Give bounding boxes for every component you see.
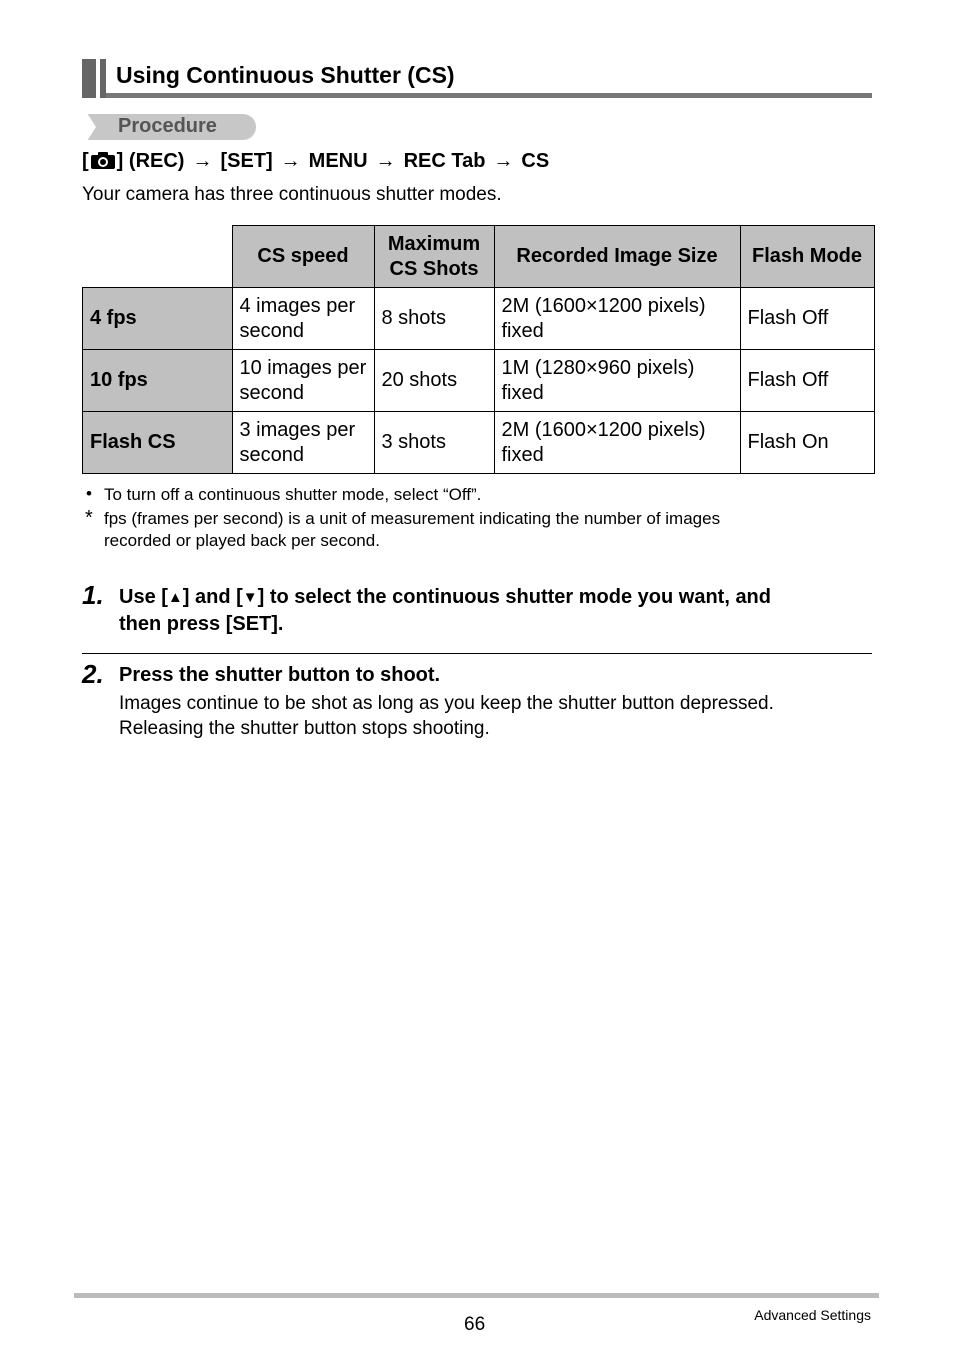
cell-cs-speed: 3 images per second bbox=[232, 412, 374, 474]
intro-text: Your camera has three continuous shutter modes. bbox=[82, 184, 502, 205]
up-triangle-icon: ▲ bbox=[167, 589, 183, 606]
arrow-right-icon: → bbox=[280, 150, 301, 172]
table-corner-cell bbox=[83, 226, 233, 288]
cell-flash-mode: Flash Off bbox=[740, 350, 874, 412]
header-flash-mode: Flash Mode bbox=[740, 226, 874, 288]
asterisk-mark: * bbox=[85, 507, 93, 529]
path-step-set: [SET] bbox=[220, 150, 273, 172]
procedure-label-pill bbox=[82, 114, 256, 140]
cell-max-shots: 3 shots bbox=[374, 412, 494, 474]
table-row bbox=[83, 350, 875, 412]
table-row bbox=[83, 412, 875, 474]
path-step-rec-tab: REC Tab bbox=[403, 150, 486, 172]
cell-flash-mode: Flash On bbox=[740, 412, 874, 474]
step-2-title: Press the shutter button to shoot. bbox=[119, 664, 441, 686]
section-header bbox=[82, 59, 872, 98]
note-footnote-text: fps (frames per second) is a unit of measurement indicating the number of images recorded or played back per second. bbox=[104, 509, 721, 550]
camera-icon bbox=[91, 151, 115, 169]
step-1-text: Use [▲] and [▼] to select the continuous shutter mode you want, and then press [SET]. bbox=[119, 586, 771, 635]
header-max-cs-shots: Maximum CS Shots bbox=[374, 226, 494, 288]
table-row bbox=[83, 288, 875, 350]
row-mode: Flash CS bbox=[83, 412, 233, 474]
step-2-body: Images continue to be shot as long as you keep the shutter button depressed. Releasing the shutter button stops shooting. bbox=[119, 693, 774, 739]
cell-image-size: 2M (1600×1200 pixels) fixed bbox=[494, 288, 740, 350]
path-step-menu: MENU bbox=[308, 150, 368, 172]
cell-cs-speed: 4 images per second bbox=[232, 288, 374, 350]
procedure-marker-icon bbox=[82, 114, 96, 140]
path-open-bracket: [ bbox=[82, 150, 89, 172]
arrow-right-icon: → bbox=[493, 150, 514, 172]
arrow-right-icon: → bbox=[192, 150, 213, 172]
step-number-1: 1. bbox=[82, 580, 104, 610]
procedure-label: Procedure bbox=[118, 115, 217, 137]
cell-image-size: 1M (1280×960 pixels) fixed bbox=[494, 350, 740, 412]
cs-modes-table bbox=[82, 225, 875, 474]
row-mode: 4 fps bbox=[83, 288, 233, 350]
cell-image-size: 2M (1600×1200 pixels) fixed bbox=[494, 412, 740, 474]
page-number: 66 bbox=[464, 1314, 486, 1335]
cell-flash-mode: Flash Off bbox=[740, 288, 874, 350]
note-bullet-text: To turn off a continuous shutter mode, select “Off”. bbox=[104, 485, 482, 504]
step-divider bbox=[82, 653, 872, 654]
header-bar-thick bbox=[82, 59, 96, 98]
path-step-rec: (REC) bbox=[128, 150, 185, 172]
section-title: Using Continuous Shutter (CS) bbox=[116, 62, 455, 88]
path-close-bracket: ] bbox=[116, 150, 124, 172]
cell-cs-speed: 10 images per second bbox=[232, 350, 374, 412]
path-step-cs: CS bbox=[521, 150, 550, 172]
menu-path bbox=[82, 150, 549, 173]
cell-max-shots: 8 shots bbox=[374, 288, 494, 350]
footer-section-name: Advanced Settings bbox=[754, 1307, 871, 1323]
cell-max-shots: 20 shots bbox=[374, 350, 494, 412]
arrow-right-icon: → bbox=[375, 150, 396, 172]
header-recorded-image-size: Recorded Image Size bbox=[494, 226, 740, 288]
row-mode: 10 fps bbox=[83, 350, 233, 412]
footer-rule bbox=[74, 1293, 879, 1298]
down-triangle-icon: ▼ bbox=[242, 589, 258, 606]
step-number-2: 2. bbox=[82, 659, 104, 689]
header-underline bbox=[106, 93, 872, 98]
header-cs-speed: CS speed bbox=[232, 226, 374, 288]
table-header-row bbox=[83, 226, 875, 288]
bullet-mark: • bbox=[86, 484, 92, 503]
